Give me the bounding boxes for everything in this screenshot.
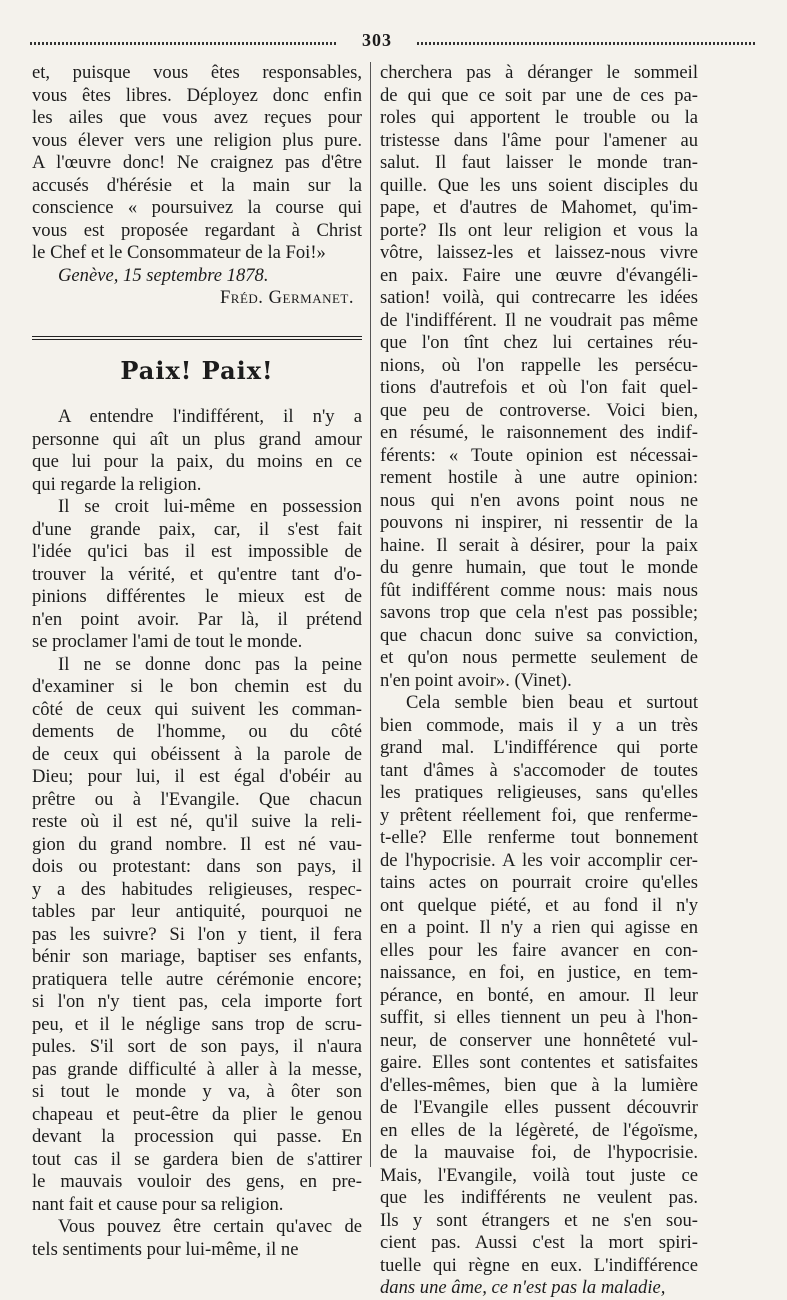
text-line: trouver la vérité, et qu'entre tant d'o-	[32, 563, 362, 585]
header-rule-right	[417, 42, 755, 45]
text-line: gion du grand nombre. Il est né vau-	[32, 833, 362, 855]
text-line: sation! voilà, qui contrecarre les idées	[380, 287, 698, 308]
text-line: les pratiques religieuses, sans qu'elles	[380, 782, 698, 803]
text-line: chapeau et peut-être da plier le genou	[32, 1103, 362, 1125]
article-title: Paix! Paix!	[120, 355, 274, 385]
text-line: nous qui n'en avons point nous ne	[380, 489, 698, 511]
text-line: Ils y sont étrangers et ne s'en sou-	[380, 1209, 698, 1231]
text-line: que lui pour la paix, du moins en ce	[32, 451, 362, 472]
text-line: pape, et d'autres de Mahomet, qu'im-	[380, 197, 698, 218]
text-line: naissance, en foi, en justice, en tem-	[380, 962, 698, 983]
text-line: pérance, en bonté, en amour. Il leur	[380, 984, 698, 1006]
text-line: que les indifférents ne veulent pas.	[380, 1187, 698, 1208]
text-line: y a des habitudes religieuses, respec-	[32, 878, 362, 900]
text-line: dans une âme, ce n'est pas la maladie,	[380, 1277, 666, 1298]
text-line: dois ou protestant: dans son pays, il	[32, 856, 362, 877]
text-line: bénir son mariage, baptiser ses enfants,	[32, 946, 362, 967]
dateline: Genève, 15 septembre 1878.	[58, 264, 269, 286]
text-line: nions, où l'on rappelle les persécu-	[380, 354, 698, 376]
text-line: t-elle? Elle renferme tout bonnement	[380, 827, 698, 848]
text-line: y prêtent réellement foi, que renferme-	[380, 804, 698, 826]
text-line: personne qui aît un plus grand amour	[32, 428, 362, 450]
text-line: gaire. Elles sont contentes et satisfaites	[380, 1052, 698, 1073]
previous-article-ending	[32, 62, 362, 265]
text-line: n'en point avoir». (Vinet).	[380, 669, 572, 691]
text-line: cherchera pas à déranger le sommeil	[380, 62, 698, 83]
text-line: nant fait et cause pour sa religion.	[32, 1193, 284, 1215]
text-line: porte? Ils ont leur religion et vous la	[380, 219, 698, 241]
right-column	[380, 62, 698, 1300]
text-line: tels sentiments pour lui-même, il ne	[32, 1238, 299, 1260]
text-line: se proclamer l'ami de tout le monde.	[32, 631, 303, 652]
text-line: d'elles-mêmes, bien que à la lumière	[380, 1074, 698, 1096]
left-column	[32, 62, 362, 1261]
text-line: roles qui apportent le trouble ou la	[380, 107, 698, 128]
text-line: en paix. Faire une œuvre d'évangéli-	[380, 264, 698, 286]
text-line: bien commode, mais il y a un très	[380, 714, 698, 736]
text-line: et qu'on nous permette seulement de	[380, 647, 698, 668]
text-line: si tout le monde y va, à ôter son	[32, 1081, 362, 1102]
text-line: le Chef et le Consommateur de la Foi!»	[32, 242, 326, 263]
text-line: n'en point avoir. Par là, il prétend	[32, 608, 362, 630]
text-line: que chacun donc suive sa conviction,	[380, 624, 698, 646]
text-line: l'idée qu'ici bas il est impossible de	[32, 541, 362, 562]
text-line: pinions différentes le mieux est de	[32, 586, 362, 607]
column-divider	[370, 62, 371, 1167]
text-line: elles pour les faire avancer en con-	[380, 939, 698, 961]
text-line: haine. Il serait à désirer, pour la paix	[380, 534, 698, 556]
text-line: tout cas il se gardera bien de s'attirer	[32, 1148, 362, 1170]
text-line: Vous pouvez être certain qu'avec de	[58, 1216, 362, 1237]
text-line: en résumé, le raisonnement des indif-	[380, 422, 698, 443]
text-line: le mauvais vouloir des gens, en pre-	[32, 1171, 362, 1192]
text-line: prêtre ou à l'Evangile. Que chacun	[32, 788, 362, 810]
text-line: savons trop que cela n'est pas possible;	[380, 602, 698, 623]
article-body-left	[32, 406, 362, 1261]
text-line: du genre humain, que tout le monde	[380, 557, 698, 578]
text-line: pratiquera telle autre cérémonie encore;	[32, 968, 362, 990]
text-line: vous est proposée regardant à Christ	[32, 219, 362, 241]
text-line: de ceux qui obéissent à la parole de	[32, 743, 362, 765]
text-line: Cela semble bien beau et surtout	[406, 692, 698, 713]
text-line: reste où il est né, qu'il suive la reli-	[32, 811, 362, 832]
article-body-right	[380, 62, 698, 1300]
text-line: férents: « Toute opinion est nécessai-	[380, 444, 698, 466]
text-line: de la mauvaise foi, de l'hypocrisie.	[380, 1142, 698, 1163]
text-line: grand mal. L'indifférence qui porte	[380, 737, 698, 758]
text-line: et, puisque vous êtes responsables,	[32, 62, 362, 83]
text-line: A entendre l'indifférent, il n'y a	[58, 406, 362, 427]
text-line: tuelle qui règne en eux. L'indifférence	[380, 1254, 698, 1276]
text-line: cient pas. Aussi c'est la mort spiri-	[380, 1232, 698, 1253]
text-line: tains actes on pourrait croire qu'elles	[380, 872, 698, 893]
page-header	[30, 30, 755, 54]
text-line: tristesse dans l'âme pour l'amener au	[380, 129, 698, 151]
text-line: les ailes que vous avez reçues pour	[32, 107, 362, 128]
text-line: A l'œuvre donc! Ne craignez pas d'être	[32, 152, 362, 173]
page-number: 303	[362, 30, 392, 50]
text-line: devant la procession qui passe. En	[32, 1126, 362, 1147]
text-line: de l'indifférent. Il ne voudrait pas même	[380, 309, 698, 331]
text-line: d'une grande paix, car, il s'est fait	[32, 518, 362, 540]
text-line: qui regarde la religion.	[32, 473, 202, 495]
text-line: salut. Il faut laisser le monde tran-	[380, 152, 698, 173]
text-line: de l'Evangile elles pussent découvrir	[380, 1097, 698, 1118]
text-line: vous êtes libres. Déployez donc enfin	[32, 84, 362, 106]
signature: Fréd. Germanet.	[219, 287, 354, 308]
text-line: Mais, l'Evangile, voilà tout juste ce	[380, 1164, 698, 1186]
text-line: pouvons ni inspirer, ni ressentir de la	[380, 512, 698, 533]
text-line: peu, et il le néglige sans trop de scru-	[32, 1013, 362, 1035]
section-separator	[32, 324, 362, 350]
text-line: suffit, si elles tiennent un peu à l'hon-	[380, 1007, 698, 1028]
text-line: fût indifférent comme nous: mais nous	[380, 579, 698, 601]
text-line: Il ne se donne donc pas la peine	[58, 653, 362, 675]
text-line: vous élever vers une religion plus pure.	[32, 129, 362, 151]
text-line: rement hostile à une autre opinion:	[380, 467, 698, 488]
text-line: Dieu; pour lui, il est égal d'obéir au	[32, 766, 362, 787]
text-line: ont quelque piété, et au fond il n'y	[380, 894, 698, 916]
text-line: vôtre, laissez-les et laissez-nous vivre	[380, 242, 698, 263]
text-line: que peu de controverse. Voici bien,	[380, 399, 698, 421]
text-line: pas les suivre? Si l'on y tient, il fera	[32, 923, 362, 945]
text-line: pas grande difficulté à aller à la messe,	[32, 1058, 362, 1080]
text-line: dements de l'homme, ou du côté	[32, 721, 362, 742]
text-line: que l'on tînt chez lui certaines réu-	[380, 332, 698, 353]
text-line: accusés d'hérésie et la main sur la	[32, 174, 362, 196]
text-line: en elles de la légèreté, de l'égoïsme,	[380, 1119, 698, 1141]
text-line: tables par leur antiquité, pourquoi ne	[32, 901, 362, 922]
text-line: côté de ceux qui suivent les comman-	[32, 698, 362, 720]
text-line: pules. S'il sort de son pays, il n'aura	[32, 1036, 362, 1057]
text-line: quille. Que les uns soient disciples du	[380, 174, 698, 196]
text-line: tions d'autrefois et où l'on fait quel-	[380, 377, 698, 398]
text-line: si l'on n'y tient pas, cela importe fort	[32, 991, 362, 1012]
text-line: de l'hypocrisie. A les voir accomplir cer-	[380, 849, 698, 871]
text-line: d'examiner si le bon chemin est du	[32, 676, 362, 697]
text-line: Il se croit lui-même en possession	[58, 496, 362, 517]
header-rule-left	[30, 42, 338, 45]
text-line: tant d'âmes à s'accomoder de toutes	[380, 759, 698, 781]
text-line: conscience « poursuivez la course qui	[32, 197, 362, 218]
text-line: en a point. Il n'y a rien qui agisse en	[380, 917, 698, 938]
text-line: de qui que ce soit par une de ces pa-	[380, 84, 698, 106]
text-line: neur, de conserver une honnêteté vul-	[380, 1029, 698, 1051]
